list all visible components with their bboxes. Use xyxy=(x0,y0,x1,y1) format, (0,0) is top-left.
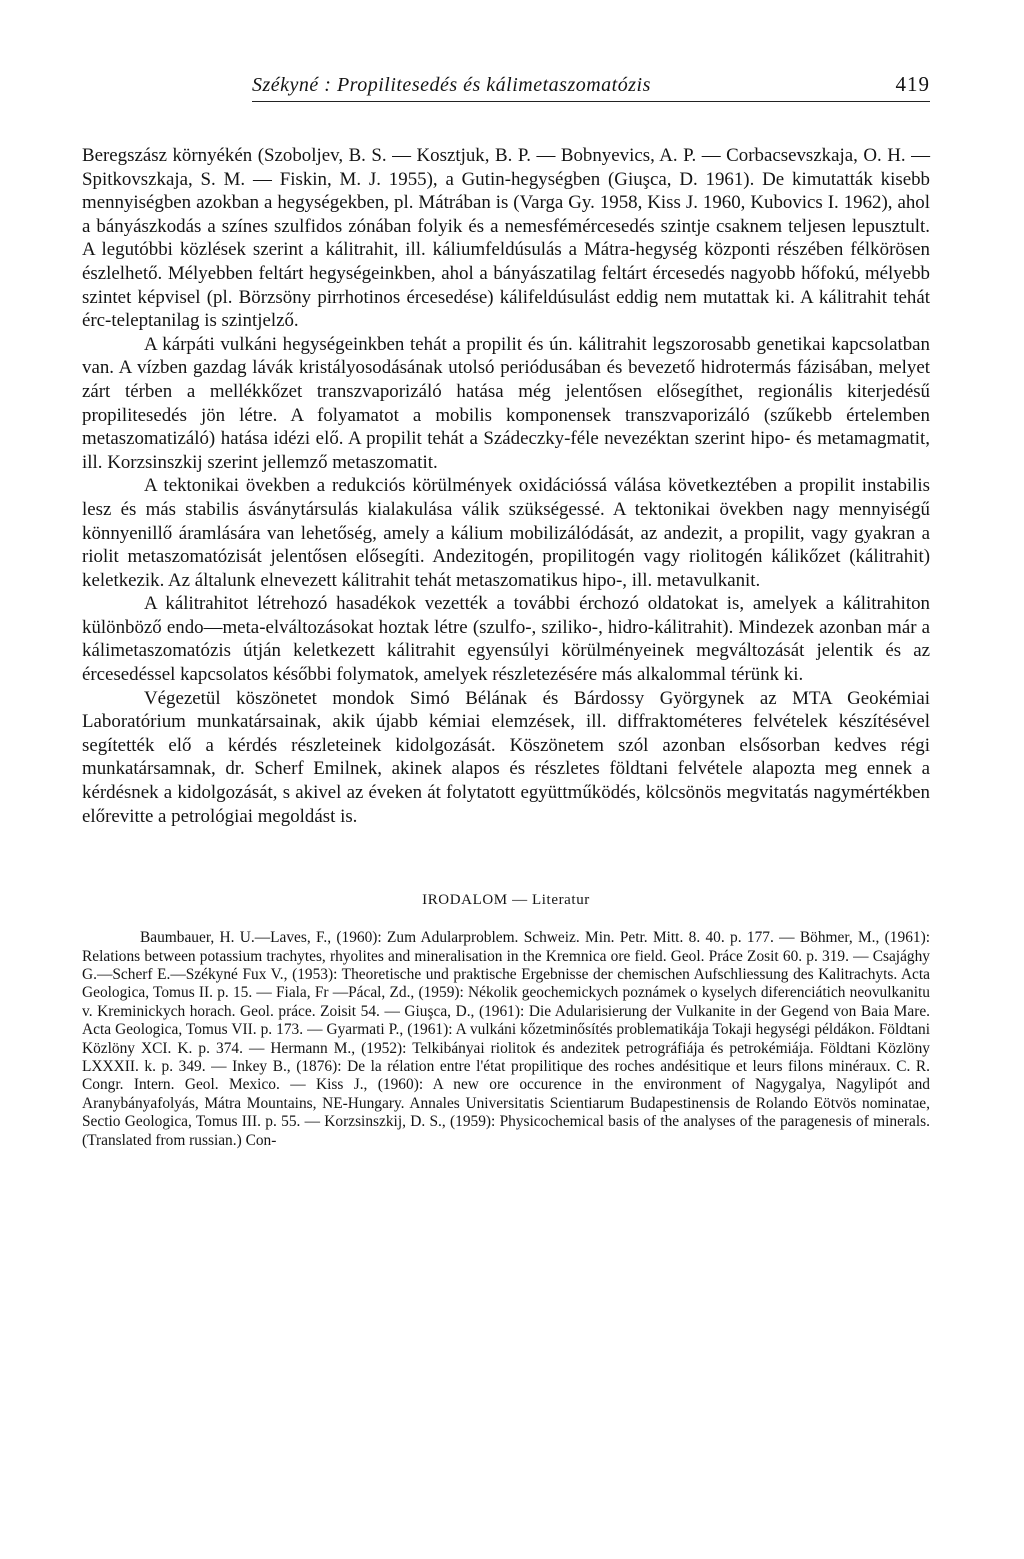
running-head xyxy=(252,72,930,102)
paragraph: A kárpáti vulkáni hegységeinkben tehát a propilit és ún. kálitrahit legszorosabb genetikai kapcsolatban van. A vízben gazdag lávák kristályosodásának utolsó periódusában és bevezető hidrotermás fázisában, melyet zárt térben a mellékkőzet transzvaporizáló hatása még jelentősen elősegíthet, regionális kiterjedésű propilitesedés jön létre. A folyamatot a mobilis komponensek transzvaporizáló (szűkebb értelemben metaszomatizáló) hatása idézi elő. A propilit tehát a Szádeczky-féle nevezéktan szerint hipo- és metamagmatit, ill. Korzsinszkij szerint jellemző metaszomatit. xyxy=(82,333,930,473)
paragraph: Beregszász környékén (Szoboljev, B. S. — Kosztjuk, B. P. — Bobnyevics, A. P. — Corbacsevszkaja, O. H. — Spitkovszkaja, S. M. — Fiskin, M. J. 1955), a Gutin-hegységben (Giuşca, D. 1961). De kimutatták kisebb mennyiségben azokban a hegységekben, pl. Mátrában is (Varga Gy. 1958, Kiss J. 1960, Kubovics I. 1962), ahol a bányászkodás a színes szulfidos zónában folyik és a nemesfémércesedés szintje csaknem teljesen lepusztult. A legutóbbi közlések szerint a kálitrahit, ill. káliumfeldúsulás a Mátra-hegység központi részében félkörösen észlelhető. Mélyebben feltárt hegységeinkben, ahol a bányászatilag feltárt ércesedés nagyobb hőfokú, mélyebb szintet képvisel (pl. Börzsöny pirrhotinos ércesedése) kálifeldúsulást eddig nem mutattak ki. A kálitrahit tehát érc-teleptanilag is szintjelző. xyxy=(82,145,930,332)
reference-list: Baumbauer, H. U.—Laves, F., (1960): Zum Adularproblem. Schweiz. Min. Petr. Mitt. 8. 40. p. 177. — Böhmer, M., (1961): Relations between potassium trachytes, rhyolites and mineralisation in the Kremnica ore field. Geol. Práce Zosit 60. p. 319. — Csajághy G.—Scherf E.—Székyné Fux V., (1953): Theoretische und praktische Ergebnisse der chemischen Aufschliessung des Kalitrachyts. Acta Geologica, Tomus II. p. 15. — Fiala, Fr —Pácal, Zd., (1959): Nékolik geochemickych poznámek o kyselych diferenciátich neovulkanitu v. Kreminickych horach. Geol. práce. Zoisit 54. — Giuşca, D., (1961): Die Adularisierung der Vulkanite in der Gegend von Baia Mare. Acta Geologica, Tomus VII. p. 173. — Gyarmati P., (1961): A vulkáni kőzetminősítés problematikája Tokaji hegységi példákon. Földtani Közlöny XCI. K. p. 374. — Hermann M., (1952): Telkibányai riolitok és andezitek petrográfiája és petrokémiája. Földtani Közlöny LXXXII. k. p. 349. — Inkey B., (1876): De la rélation entre l'état propilitique des roches andésitique et leurs filons minéraux. C. R. Congr. Intern. Geol. Mexico. — Kiss J., (1960): A new ore occurence in the environment of Nagygalya, Nagylipót and Aranybányafolyás, Mátra Mountains, NE-Hungary. Annales Universitatis Scientiarum Budapestinensis de Rolando Eötvös nominatae, Sectio Geologica, Tomus III. p. 55. — Korzsinszkij, D. S., (1959): Physicochemical basis of the analyses of the paragenesis of minerals. (Translated from russian.) Con- xyxy=(82,929,930,1149)
references xyxy=(82,929,930,1150)
paragraph: A kálitrahitot létrehozó hasadékok vezették a további érchozó oldatokat is, amelyek a kálitrahiton különböző endo—meta-elváltozásokat hoztak létre (szulfo-, sziliko-, hidro-kálitrahit). Mindezek azonban már a kálimetaszomatózis útján keletkezett kálitrahit egyensúlyi körülményeinek megváltozását jelentik és az ércesedéssel kapcsolatos későbbi folymatok, amelyek részletezésére más alkalommal térünk ki. xyxy=(82,593,930,686)
paragraph: Végezetül köszönetet mondok Simó Bélának és Bárdossy Györgynek az MTA Geokémiai Laboratórium munkatársainak, akik újabb kémiai elemzések, ill. diffraktométeres felvételek készítésével segítették elő a kérdés részleteinek kidolgozását. Köszönetem szól azonban elsősorban kedves régi munkatársamnak, dr. Scherf Emilnek, akinek alapos és részletes földtani felvétele alapozta meg ennek a kérdésnek a kidolgozását, s akivel az éveken át folytatott együttműködés, kölcsönös megvitatás nagymértékben előrevitte a petrológiai megoldást is. xyxy=(82,687,930,827)
running-title: Székyné : Propilitesedés és kálimetaszomatózis xyxy=(252,74,651,96)
body-text xyxy=(82,144,930,828)
references-heading: IRODALOM — Literatur xyxy=(422,892,590,909)
page-number: 419 xyxy=(895,72,930,96)
paragraph: A tektonikai övekben a redukciós körülmények oxidációssá válása következtében a propilit instabilis lesz és más stabilis ásványtársulás kialakulása válik szükségessé. A tektonikai övekben nagy mennyiségű könnyenillő áramlására van lehetőség, amely a kálium mobilizálódását, az andezit, a propilit, vagy gyakran a riolit metaszomatózisát jelentősen elősegíti. Andezitogén, propilitogén vagy riolitogén kálikőzet (kálitrahit) keletkezik. Az általunk elnevezett kálitrahit tehát metaszomatikus hipo-, ill. metavulkanit. xyxy=(82,475,930,591)
